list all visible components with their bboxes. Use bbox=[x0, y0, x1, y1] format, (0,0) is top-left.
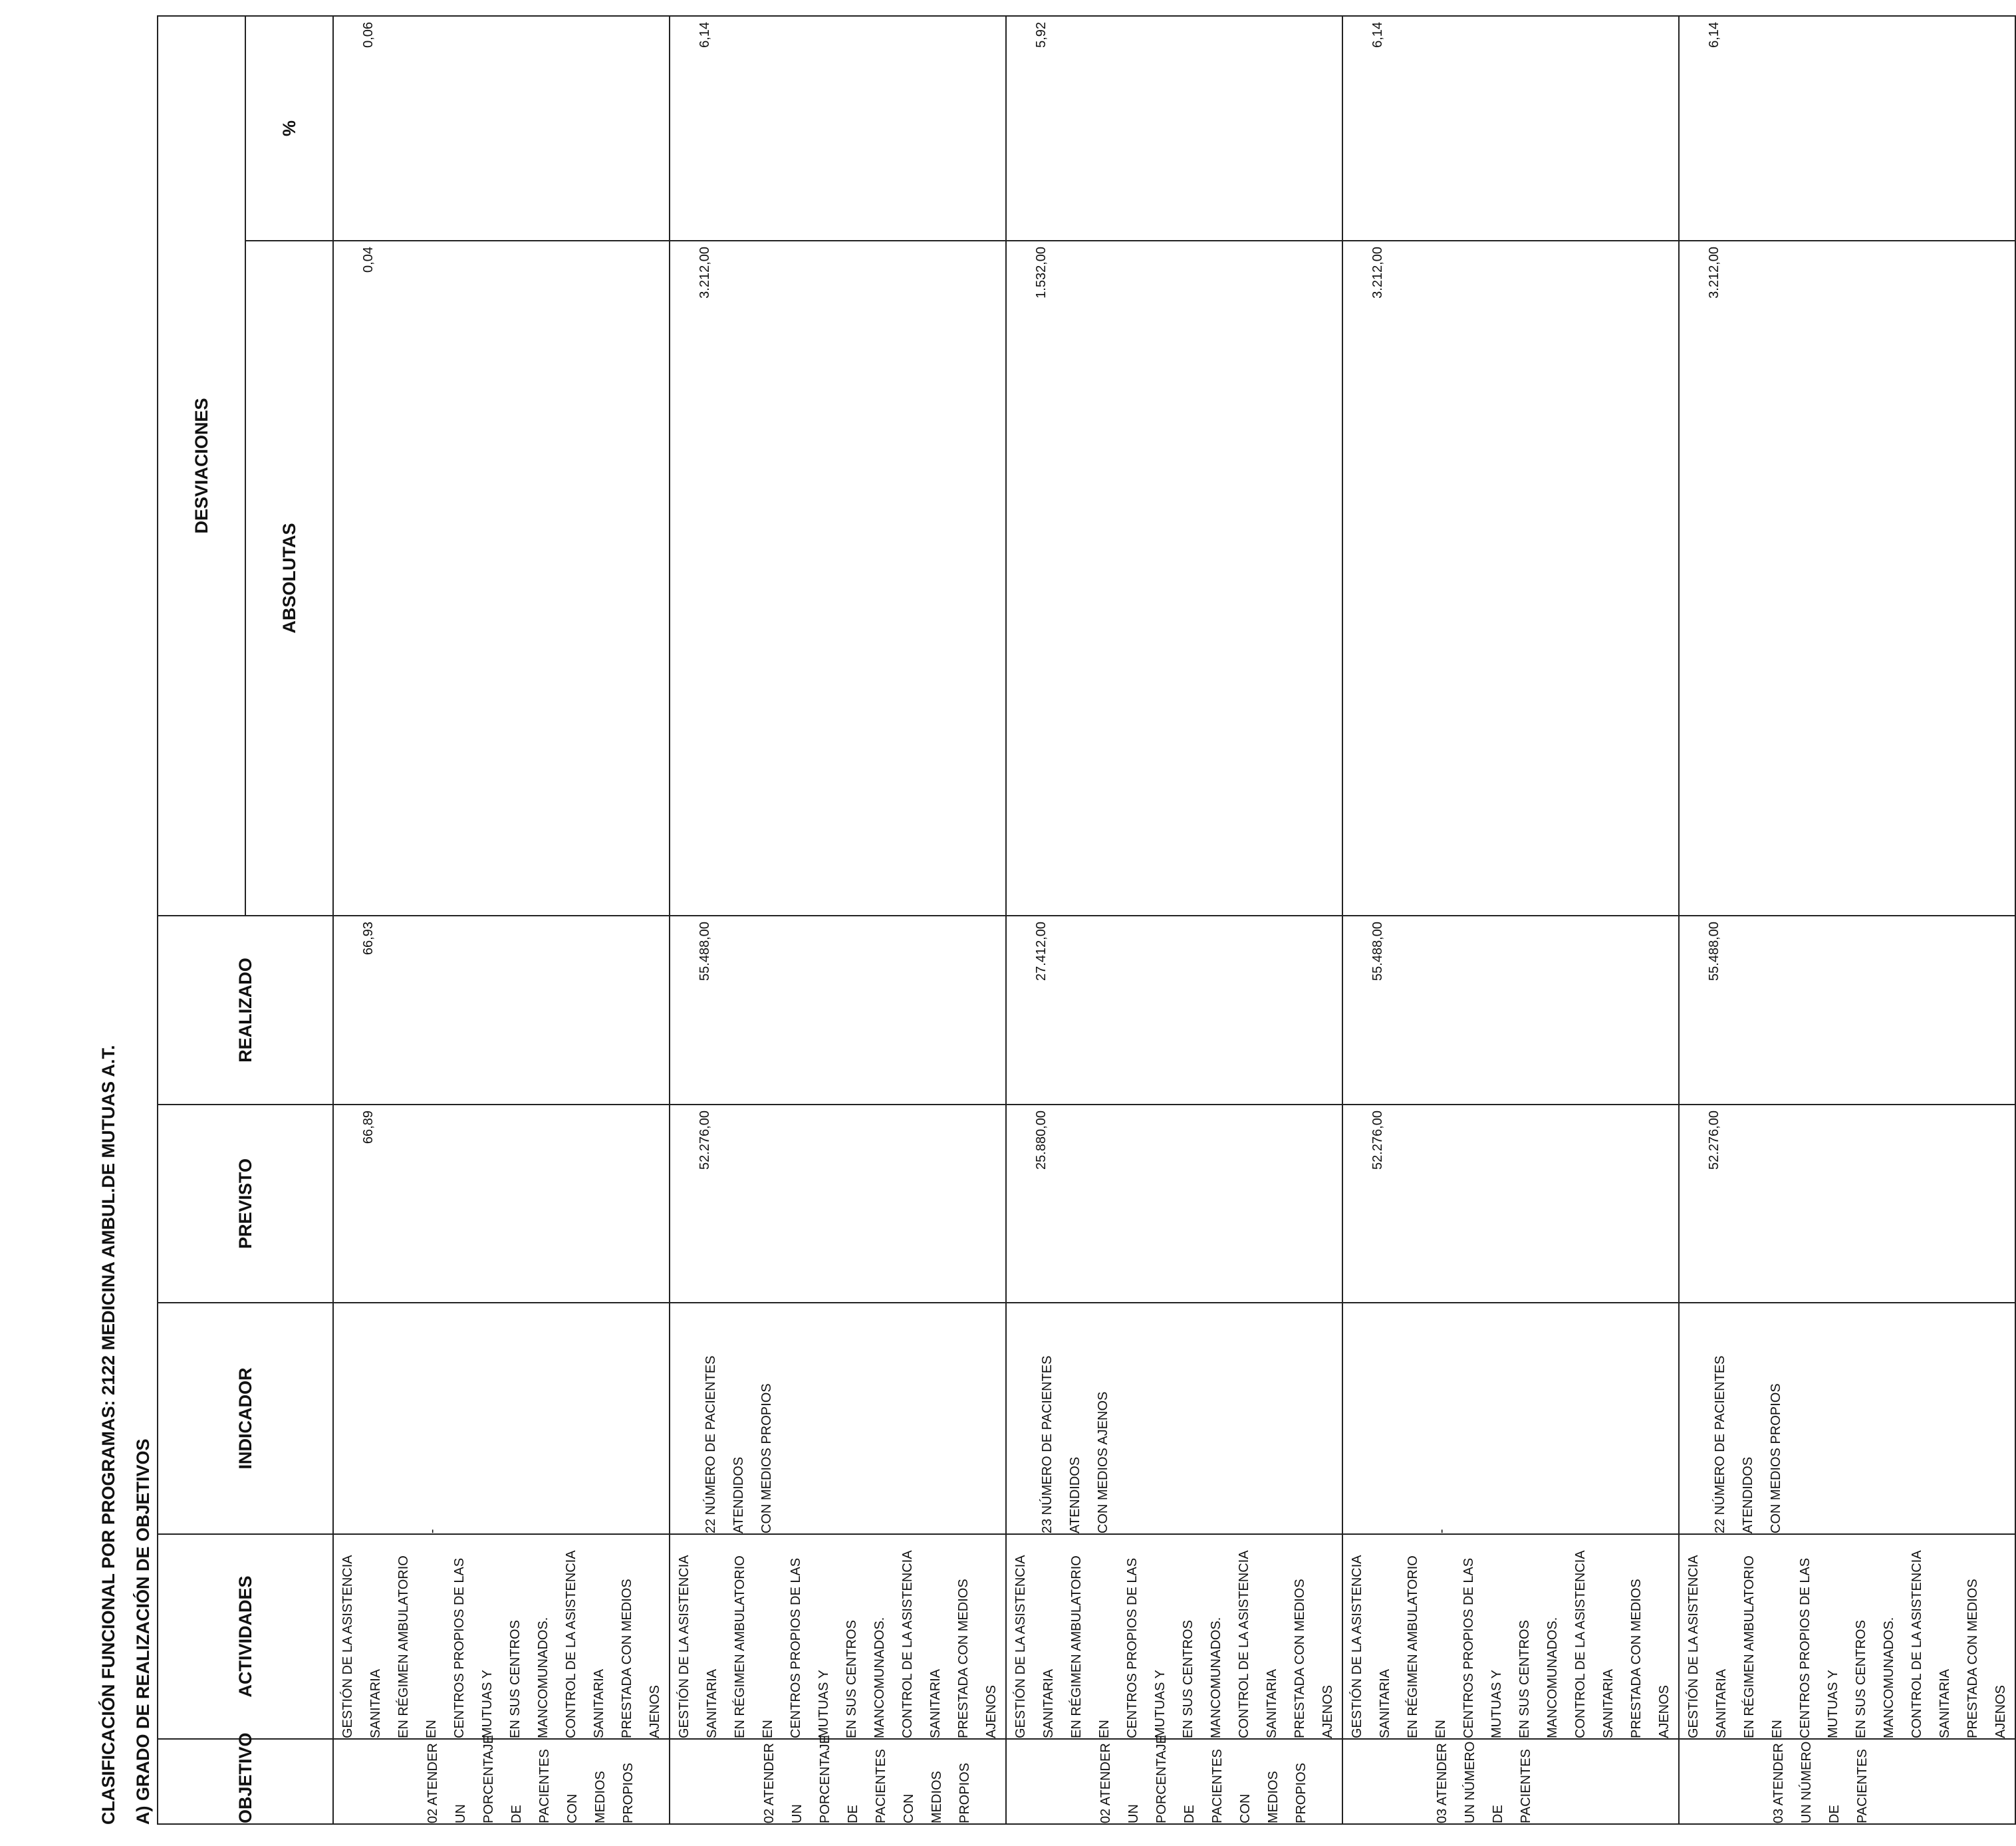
actividades-cell bbox=[1342, 1534, 1679, 1739]
actividad-line: PRESTADA CON MEDIOS AJENOS bbox=[1293, 1579, 1335, 1738]
indicador-cell bbox=[1679, 1303, 2015, 1534]
actividad-line: PRESTADA CON MEDIOS AJENOS bbox=[1965, 1579, 2008, 1738]
objetivo-line: 02 ATENDER UN PORCENTAJE DE bbox=[762, 1735, 860, 1823]
actividad-line: GESTIÓN DE LA ASISTENCIA SANITARIA bbox=[677, 1555, 719, 1738]
col-header-previsto: PREVISTO bbox=[158, 1105, 333, 1303]
actividades-cell bbox=[1679, 1534, 2015, 1739]
table-row bbox=[1679, 16, 2015, 1824]
realizado-value: 66,93 bbox=[361, 922, 376, 956]
indicador-line: 22 NÚMERO DE PACIENTES ATENDIDOS bbox=[703, 1355, 746, 1533]
actividad-line: CONTROL DE LA ASISTENCIA SANITARIA bbox=[1237, 1551, 1279, 1738]
previsto-cell bbox=[1342, 1105, 1679, 1303]
objetivo-cell bbox=[1006, 1735, 1342, 1824]
porcentaje-value: 6,14 bbox=[1370, 21, 1385, 48]
realizado-value: 27.412,00 bbox=[1034, 922, 1049, 981]
previsto-cell bbox=[670, 1105, 1006, 1303]
actividad-line: CONTROL DE LA ASISTENCIA SANITARIA bbox=[900, 1551, 943, 1738]
realizado-cell bbox=[1679, 916, 2015, 1105]
actividad-line: CENTROS PROPIOS DE LAS MUTUAS Y bbox=[789, 1557, 831, 1738]
objetivo-line: 03 ATENDER UN NÚMERO DE PACIENTES bbox=[1771, 1741, 1870, 1823]
indicador-line: CON MEDIOS AJENOS bbox=[1096, 1391, 1110, 1533]
objetivo-cell bbox=[1342, 1739, 1679, 1824]
porcentaje-cell bbox=[1679, 16, 2015, 241]
actividad-line: EN RÉGIMEN AMBULATORIO EN bbox=[733, 1555, 775, 1738]
absolutas-cell bbox=[1006, 241, 1342, 916]
realizado-cell bbox=[1342, 916, 1679, 1105]
actividad-line: CONTROL DE LA ASISTENCIA SANITARIA bbox=[1573, 1551, 1616, 1738]
porcentaje-value: 6,14 bbox=[697, 21, 712, 48]
page-title: CLASIFICACIÓN FUNCIONAL POR PROGRAMAS: 2122 MEDICINA AMBUL.DE MUTUAS A.T. bbox=[98, 1045, 118, 1825]
table-row bbox=[333, 16, 670, 1824]
col-header-indicador: INDICADOR bbox=[158, 1303, 333, 1534]
indicador-line: 23 NÚMERO DE PACIENTES ATENDIDOS bbox=[1040, 1355, 1082, 1533]
col-header-desviaciones: DESVIACIONES bbox=[158, 16, 245, 916]
actividad-line: EN SUS CENTROS MANCOMUNADOS. bbox=[844, 1617, 887, 1738]
objetivo-cell bbox=[670, 1735, 1006, 1824]
absolutas-cell bbox=[1342, 241, 1679, 916]
objetivo-cell bbox=[1679, 1739, 2015, 1824]
table-row bbox=[670, 16, 1006, 1824]
actividad-line: CENTROS PROPIOS DE LAS MUTUAS Y bbox=[1798, 1557, 1840, 1738]
previsto-value: 52.276,00 bbox=[697, 1111, 712, 1170]
actividad-line: EN SUS CENTROS MANCOMUNADOS. bbox=[1517, 1617, 1560, 1738]
actividad-line: GESTIÓN DE LA ASISTENCIA SANITARIA bbox=[340, 1555, 383, 1738]
actividad-line: EN RÉGIMEN AMBULATORIO EN bbox=[1742, 1555, 1785, 1738]
previsto-cell bbox=[1679, 1105, 2015, 1303]
porcentaje-cell bbox=[670, 16, 1006, 241]
col-header-objetivo: OBJETIVO bbox=[158, 1739, 333, 1824]
actividad-line: EN RÉGIMEN AMBULATORIO EN bbox=[396, 1555, 439, 1738]
indicador-line: - bbox=[425, 1529, 440, 1533]
actividad-line: EN SUS CENTROS MANCOMUNADOS. bbox=[508, 1617, 551, 1738]
absolutas-cell bbox=[1679, 241, 2015, 916]
previsto-value: 52.276,00 bbox=[1370, 1111, 1385, 1170]
previsto-cell bbox=[1006, 1105, 1342, 1303]
actividad-line: EN RÉGIMEN AMBULATORIO EN bbox=[1069, 1555, 1112, 1738]
actividad-line: GESTIÓN DE LA ASISTENCIA SANITARIA bbox=[1350, 1555, 1392, 1738]
indicador-cell bbox=[1342, 1303, 1679, 1534]
realizado-cell bbox=[670, 916, 1006, 1105]
realizado-value: 55.488,00 bbox=[1370, 922, 1385, 981]
table-row bbox=[1342, 16, 1679, 1824]
actividad-line: GESTIÓN DE LA ASISTENCIA SANITARIA bbox=[1013, 1555, 1056, 1738]
absolutas-value: 0,04 bbox=[361, 247, 376, 273]
absolutas-value: 1.532,00 bbox=[1034, 247, 1049, 299]
actividad-line: CONTROL DE LA ASISTENCIA SANITARIA bbox=[1910, 1551, 1952, 1738]
objetivo-line: PACIENTES CON MEDIOS PROPIOS bbox=[874, 1749, 972, 1823]
actividad-line: CENTROS PROPIOS DE LAS MUTUAS Y bbox=[452, 1557, 495, 1738]
actividad-line: CENTROS PROPIOS DE LAS MUTUAS Y bbox=[1461, 1557, 1504, 1738]
col-header-realizado: REALIZADO bbox=[158, 916, 333, 1105]
actividad-line: PRESTADA CON MEDIOS AJENOS bbox=[1629, 1579, 1672, 1738]
realizado-cell bbox=[333, 916, 670, 1105]
col-header-absolutas: ABSOLUTAS bbox=[245, 241, 333, 916]
actividad-line: EN SUS CENTROS MANCOMUNADOS. bbox=[1181, 1617, 1223, 1738]
objetivo-line: PACIENTES CON MEDIOS PROPIOS bbox=[1210, 1749, 1309, 1823]
objetivo-line: PACIENTES CON MEDIOS PROPIOS bbox=[537, 1749, 636, 1823]
previsto-value: 52.276,00 bbox=[1707, 1111, 1721, 1170]
actividades-cell bbox=[333, 1534, 670, 1739]
table-row bbox=[1006, 16, 1342, 1824]
actividad-line: PRESTADA CON MEDIOS AJENOS bbox=[620, 1579, 662, 1738]
absolutas-value: 3.212,00 bbox=[1707, 247, 1721, 299]
indicador-line: 22 NÚMERO DE PACIENTES ATENDIDOS bbox=[1713, 1355, 1755, 1533]
porcentaje-value: 0,06 bbox=[361, 21, 376, 48]
indicador-line: CON MEDIOS PROPIOS bbox=[759, 1383, 774, 1533]
objetivo-cell bbox=[333, 1735, 670, 1824]
actividad-line: EN RÉGIMEN AMBULATORIO EN bbox=[1406, 1555, 1448, 1738]
realizado-value: 55.488,00 bbox=[697, 922, 712, 981]
actividad-line: PRESTADA CON MEDIOS AJENOS bbox=[956, 1579, 999, 1738]
indicador-line: - bbox=[1434, 1529, 1449, 1533]
actividades-cell bbox=[670, 1534, 1006, 1739]
objetivo-line: 03 ATENDER UN NÚMERO DE PACIENTES bbox=[1435, 1741, 1533, 1823]
porcentaje-cell bbox=[333, 16, 670, 241]
absolutas-value: 3.212,00 bbox=[697, 247, 712, 299]
actividad-line: CENTROS PROPIOS DE LAS MUTUAS Y bbox=[1125, 1557, 1168, 1738]
col-header-porcentaje: % bbox=[245, 16, 333, 241]
indicador-cell bbox=[670, 1303, 1006, 1534]
absolutas-cell bbox=[333, 241, 670, 916]
absolutas-cell bbox=[670, 241, 1006, 916]
actividades-cell bbox=[1006, 1534, 1342, 1739]
previsto-value: 66,89 bbox=[361, 1111, 376, 1144]
actividad-line: GESTIÓN DE LA ASISTENCIA SANITARIA bbox=[1686, 1555, 1729, 1738]
porcentaje-value: 5,92 bbox=[1034, 21, 1049, 48]
indicador-line: CON MEDIOS PROPIOS bbox=[1769, 1383, 1783, 1533]
objetivo-line: 02 ATENDER UN PORCENTAJE DE bbox=[426, 1735, 524, 1823]
indicador-cell bbox=[1006, 1303, 1342, 1534]
porcentaje-cell bbox=[1342, 16, 1679, 241]
actividad-line: CONTROL DE LA ASISTENCIA SANITARIA bbox=[564, 1551, 606, 1738]
previsto-cell bbox=[333, 1105, 670, 1303]
col-header-actividades: ACTIVIDADES bbox=[158, 1534, 333, 1739]
objetivo-line: 02 ATENDER UN PORCENTAJE DE bbox=[1098, 1735, 1197, 1823]
indicador-cell bbox=[333, 1303, 670, 1534]
porcentaje-value: 6,14 bbox=[1707, 21, 1721, 48]
actividad-line: EN SUS CENTROS MANCOMUNADOS. bbox=[1854, 1617, 1896, 1738]
realizado-cell bbox=[1006, 916, 1342, 1105]
absolutas-value: 3.212,00 bbox=[1370, 247, 1385, 299]
section-title: A) GRADO DE REALIZACIÓN DE OBJETIVOS bbox=[133, 1438, 153, 1825]
porcentaje-cell bbox=[1006, 16, 1342, 241]
objectives-table bbox=[157, 15, 2016, 1825]
previsto-value: 25.880,00 bbox=[1034, 1111, 1049, 1170]
realizado-value: 55.488,00 bbox=[1707, 922, 1721, 981]
